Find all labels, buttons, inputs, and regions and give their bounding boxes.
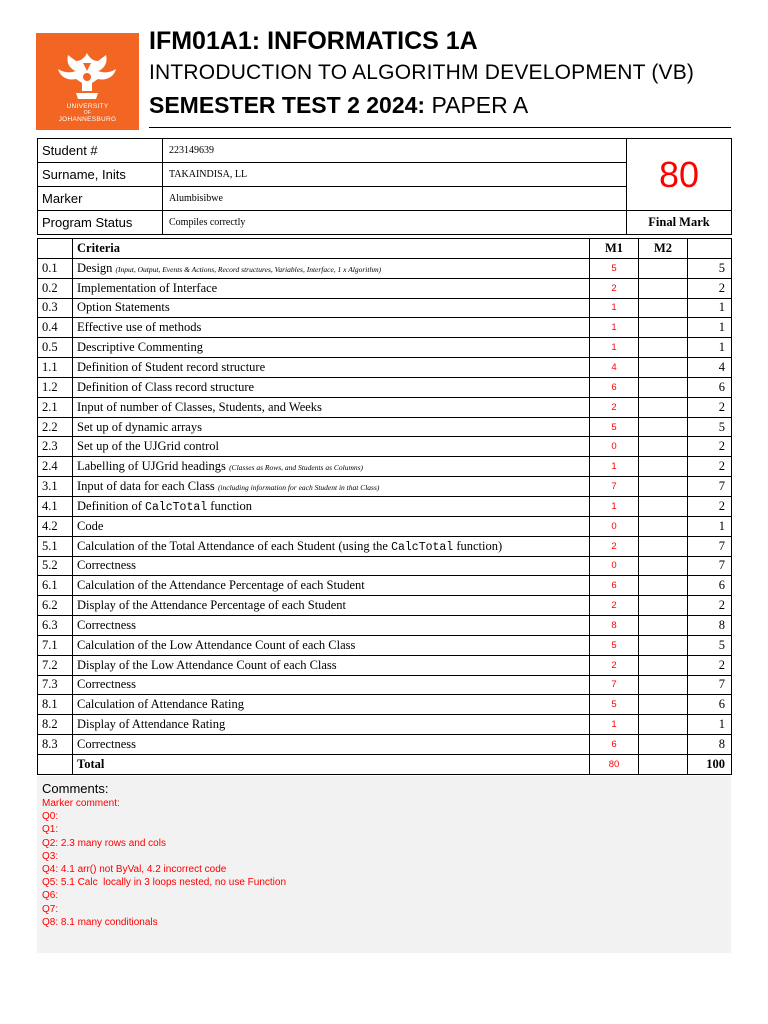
m1-mark: 0	[590, 516, 639, 536]
m1-mark: 2	[590, 655, 639, 675]
criteria-header-num	[38, 239, 73, 259]
max-mark: 5	[688, 258, 732, 278]
m2-mark	[639, 596, 688, 616]
criteria-number: 8.2	[38, 715, 73, 735]
criteria-description-part: CalcTotal	[391, 540, 454, 554]
m2-mark	[639, 377, 688, 397]
m2-mark	[639, 338, 688, 358]
criteria-number: 0.5	[38, 338, 73, 358]
criteria-description	[73, 536, 590, 556]
criteria-description-part: Implementation of Interface	[77, 280, 218, 295]
criteria-number: 6.2	[38, 596, 73, 616]
m1-mark: 5	[590, 695, 639, 715]
criteria-description-part: Correctness	[77, 677, 137, 692]
m1-mark: 0	[590, 437, 639, 457]
criteria-number: 1.2	[38, 377, 73, 397]
total-max: 100	[688, 754, 732, 774]
criteria-description	[73, 457, 590, 477]
criteria-description-part: Display of Attendance Rating	[77, 717, 226, 732]
m2-mark	[639, 278, 688, 298]
max-mark: 4	[688, 358, 732, 378]
criteria-number: 6.1	[38, 576, 73, 596]
criteria-description-part: Calculation of the Low Attendance Count of each Class	[77, 637, 356, 652]
criteria-description	[73, 298, 590, 318]
criteria-row	[38, 675, 732, 695]
criteria-row	[38, 457, 732, 477]
criteria-description	[73, 576, 590, 596]
criteria-description	[73, 417, 590, 437]
m1-mark: 6	[590, 377, 639, 397]
m2-mark	[639, 417, 688, 437]
student-number-label: Student #	[38, 139, 163, 163]
criteria-description-part: Definition of Class record structure	[77, 379, 255, 394]
max-mark: 6	[688, 377, 732, 397]
comment-line: Marker comment:	[42, 798, 120, 809]
criteria-description-part: Effective use of methods	[77, 320, 202, 335]
criteria-row	[38, 655, 732, 675]
comment-line: Q1:	[42, 824, 59, 836]
course-subtitle: INTRODUCTION TO ALGORITHM DEVELOPMENT (VB)	[149, 61, 695, 84]
criteria-row	[38, 596, 732, 616]
criteria-number: 5.1	[38, 536, 73, 556]
criteria-table	[37, 238, 732, 775]
header-divider	[149, 127, 731, 128]
program-status-label: Program Status	[38, 211, 163, 235]
m1-mark: 5	[590, 635, 639, 655]
criteria-number: 3.1	[38, 477, 73, 497]
m2-mark	[639, 258, 688, 278]
m1-mark: 1	[590, 318, 639, 338]
criteria-number: 1.1	[38, 358, 73, 378]
criteria-description	[73, 655, 590, 675]
criteria-number: 4.2	[38, 516, 73, 536]
criteria-description-part: (Input, Output, Events & Actions, Record structures, Variables, Interface, 1 x Algorithm)	[115, 264, 382, 274]
criteria-description	[73, 278, 590, 298]
criteria-description	[73, 675, 590, 695]
criteria-row	[38, 298, 732, 318]
m2-mark	[639, 358, 688, 378]
m2-mark	[639, 556, 688, 576]
m2-mark	[639, 457, 688, 477]
criteria-description	[73, 397, 590, 417]
total-num	[38, 754, 73, 774]
m1-mark: 6	[590, 735, 639, 755]
criteria-row	[38, 377, 732, 397]
criteria-number: 0.4	[38, 318, 73, 338]
max-mark: 1	[688, 516, 732, 536]
surname-label: Surname, Inits	[38, 163, 163, 187]
max-mark: 7	[688, 675, 732, 695]
criteria-description	[73, 715, 590, 735]
criteria-row	[38, 417, 732, 437]
criteria-description-part: Input of data for each Class	[77, 479, 218, 494]
criteria-description-part: CalcTotal	[145, 500, 208, 514]
comments-title: Comments:	[42, 781, 109, 796]
m2-mark	[639, 437, 688, 457]
criteria-description-part: Correctness	[77, 737, 137, 752]
criteria-row	[38, 358, 732, 378]
student-info-table	[37, 138, 732, 235]
max-mark: 2	[688, 278, 732, 298]
comment-line: Q6:	[42, 890, 59, 902]
max-mark: 5	[688, 635, 732, 655]
criteria-description	[73, 318, 590, 338]
criteria-description	[73, 695, 590, 715]
criteria-row	[38, 477, 732, 497]
criteria-header-row	[38, 239, 732, 259]
criteria-row	[38, 397, 732, 417]
course-title: IFM01A1: INFORMATICS 1A	[149, 27, 478, 55]
comment-line: Q0:	[42, 811, 59, 823]
comment-line: Q5: 5.1 Calc locally in 3 loops nested, no use Function	[42, 877, 287, 889]
criteria-description-part: (including information for each Student in that Class)	[217, 483, 380, 493]
criteria-number: 6.3	[38, 616, 73, 636]
m1-mark: 2	[590, 397, 639, 417]
criteria-number: 5.2	[38, 556, 73, 576]
criteria-description-part: Display of the Low Attendance Count of each Class	[77, 657, 337, 672]
criteria-number: 2.2	[38, 417, 73, 437]
max-mark: 2	[688, 397, 732, 417]
logo-line-3: JOHANNESBURG	[58, 116, 117, 123]
criteria-description	[73, 556, 590, 576]
criteria-description-part: function	[207, 498, 252, 513]
max-mark: 2	[688, 457, 732, 477]
criteria-description	[73, 496, 590, 516]
criteria-description	[73, 258, 590, 278]
criteria-description	[73, 338, 590, 358]
m1-mark: 6	[590, 576, 639, 596]
comment-line: Q7:	[42, 903, 59, 915]
criteria-row	[38, 437, 732, 457]
criteria-number: 0.2	[38, 278, 73, 298]
test-title-bold: SEMESTER TEST 2 2024:	[149, 92, 426, 118]
m2-mark	[639, 516, 688, 536]
m1-mark: 1	[590, 496, 639, 516]
m1-mark: 0	[590, 556, 639, 576]
max-mark: 7	[688, 556, 732, 576]
max-mark: 1	[688, 715, 732, 735]
comment-line: Q4: 4.1 arr() not ByVal, 4.2 incorrect code	[42, 863, 227, 875]
criteria-description-part: Labelling of UJGrid headings	[77, 459, 230, 474]
m2-mark	[639, 576, 688, 596]
m2-mark	[639, 635, 688, 655]
m2-mark	[639, 715, 688, 735]
criteria-description-part: Correctness	[77, 617, 137, 632]
criteria-number: 8.3	[38, 735, 73, 755]
max-mark: 7	[688, 477, 732, 497]
m2-mark	[639, 477, 688, 497]
m2-mark	[639, 655, 688, 675]
max-mark: 6	[688, 695, 732, 715]
criteria-row	[38, 715, 732, 735]
criteria-description-part: Definition of Student record structure	[77, 359, 266, 374]
criteria-row	[38, 616, 732, 636]
m1-header: M1	[590, 239, 639, 259]
m1-mark: 2	[590, 596, 639, 616]
comment-line: Q3:	[42, 850, 59, 862]
total-m2	[639, 754, 688, 774]
max-mark: 2	[688, 596, 732, 616]
m2-mark	[639, 675, 688, 695]
max-mark: 8	[688, 616, 732, 636]
criteria-row	[38, 258, 732, 278]
max-mark: 6	[688, 576, 732, 596]
criteria-row	[38, 735, 732, 755]
criteria-description-part: Design	[77, 260, 116, 275]
criteria-description-part: Code	[77, 518, 104, 533]
m1-mark: 5	[590, 258, 639, 278]
criteria-number: 0.1	[38, 258, 73, 278]
criteria-number: 7.3	[38, 675, 73, 695]
total-row	[38, 754, 732, 774]
criteria-row	[38, 556, 732, 576]
m1-mark: 1	[590, 715, 639, 735]
m1-mark: 7	[590, 675, 639, 695]
max-mark: 5	[688, 417, 732, 437]
m2-mark	[639, 536, 688, 556]
criteria-number: 7.2	[38, 655, 73, 675]
criteria-description-part: Display of the Attendance Percentage of each Student	[77, 598, 347, 613]
final-mark-value: 80	[627, 139, 732, 211]
m1-mark: 2	[590, 536, 639, 556]
surname-value: TAKAINDISA, LL	[163, 163, 627, 187]
criteria-description	[73, 596, 590, 616]
criteria-row	[38, 496, 732, 516]
criteria-description-part: Option Statements	[77, 300, 170, 315]
m2-mark	[639, 397, 688, 417]
max-mark: 2	[688, 655, 732, 675]
criteria-description	[73, 358, 590, 378]
m2-mark	[639, 735, 688, 755]
m2-mark	[639, 616, 688, 636]
criteria-description-part: Descriptive Commenting	[77, 340, 204, 355]
criteria-number: 7.1	[38, 635, 73, 655]
max-mark: 7	[688, 536, 732, 556]
comment-line: Q8: 8.1 many conditionals	[42, 916, 158, 928]
total-m1: 80	[590, 754, 639, 774]
comment-lines	[42, 797, 286, 929]
max-mark: 1	[688, 338, 732, 358]
logo-line-2: OF	[83, 110, 92, 116]
m1-mark: 4	[590, 358, 639, 378]
m1-mark: 7	[590, 477, 639, 497]
criteria-description-part: Input of number of Classes, Students, and Weeks	[77, 399, 322, 414]
criteria-description	[73, 377, 590, 397]
criteria-description	[73, 477, 590, 497]
m2-mark	[639, 298, 688, 318]
criteria-row	[38, 536, 732, 556]
max-mark: 2	[688, 437, 732, 457]
university-logo	[36, 33, 139, 130]
criteria-header-label: Criteria	[73, 239, 590, 259]
test-title-paper: PAPER A	[431, 92, 529, 118]
student-number-value: 223149639	[163, 139, 627, 163]
m2-mark	[639, 496, 688, 516]
marker-value: Alumbisibwe	[163, 187, 627, 211]
m1-mark: 1	[590, 457, 639, 477]
criteria-description-part: Set up of the UJGrid control	[77, 439, 219, 454]
final-mark-label: Final Mark	[627, 211, 732, 235]
criteria-description-part: function)	[453, 538, 503, 553]
max-mark: 1	[688, 318, 732, 338]
program-status-value: Compiles correctly	[163, 211, 627, 235]
m2-mark	[639, 695, 688, 715]
comments-panel	[37, 776, 731, 953]
max-mark: 1	[688, 298, 732, 318]
max-mark: 2	[688, 496, 732, 516]
criteria-row	[38, 576, 732, 596]
criteria-description-part: Set up of dynamic arrays	[77, 419, 202, 434]
criteria-row	[38, 516, 732, 536]
m1-mark: 1	[590, 338, 639, 358]
criteria-description-part: Definition of	[77, 498, 146, 513]
criteria-description-part: Correctness	[77, 558, 137, 573]
criteria-description-part: Calculation of Attendance Rating	[77, 697, 244, 712]
criteria-row	[38, 695, 732, 715]
criteria-description-part: (Classes as Rows, and Students as Columns)	[229, 463, 364, 473]
m1-mark: 5	[590, 417, 639, 437]
criteria-number: 8.1	[38, 695, 73, 715]
criteria-number: 2.4	[38, 457, 73, 477]
m2-header: M2	[639, 239, 688, 259]
total-label: Total	[73, 754, 590, 774]
criteria-number: 4.1	[38, 496, 73, 516]
m1-mark: 1	[590, 298, 639, 318]
m1-mark: 2	[590, 278, 639, 298]
criteria-row	[38, 318, 732, 338]
max-header	[688, 239, 732, 259]
criteria-description	[73, 516, 590, 536]
criteria-row	[38, 635, 732, 655]
comment-line: Q2: 2.3 many rows and cols	[42, 837, 166, 849]
criteria-description	[73, 616, 590, 636]
m1-mark: 8	[590, 616, 639, 636]
criteria-description-part: Calculation of the Total Attendance of each Student (using the	[77, 538, 392, 553]
criteria-number: 2.3	[38, 437, 73, 457]
criteria-row	[38, 278, 732, 298]
criteria-description	[73, 735, 590, 755]
test-title	[149, 92, 528, 119]
max-mark: 8	[688, 735, 732, 755]
criteria-number: 0.3	[38, 298, 73, 318]
criteria-description-part: Calculation of the Attendance Percentage of each Student	[77, 578, 365, 593]
criteria-row	[38, 338, 732, 358]
criteria-description	[73, 635, 590, 655]
criteria-number: 2.1	[38, 397, 73, 417]
logo-line-1: UNIVERSITY	[66, 103, 109, 110]
m2-mark	[639, 318, 688, 338]
criteria-description	[73, 437, 590, 457]
marker-label: Marker	[38, 187, 163, 211]
